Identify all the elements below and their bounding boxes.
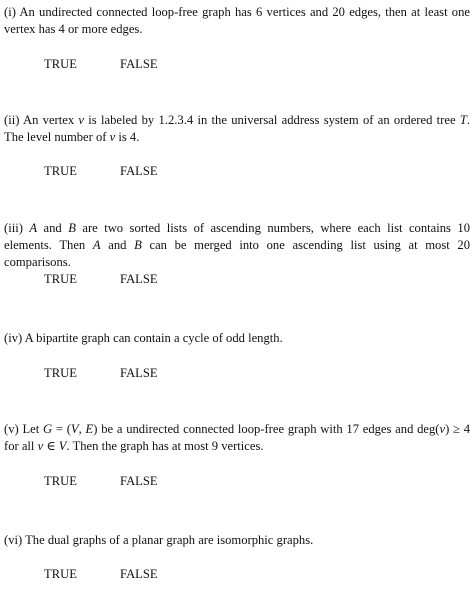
answer-options-v xyxy=(44,473,158,490)
answer-options-vi xyxy=(44,566,158,583)
answer-options-ii xyxy=(44,163,158,180)
question-text: (vi) The dual graphs of a planar graph are isomorphic graphs. xyxy=(4,533,314,547)
question-text: (iv) A bipartite graph can contain a cycle of odd length. xyxy=(4,331,283,345)
question-text: (ii) An vertex v is labeled by 1.2.3.4 in the universal address system of an ordered tree T. The level number of v is 4. xyxy=(4,113,470,144)
question-text: (v) Let G = (V, E) be a undirected connected loop-free graph with 17 edges and deg(v) ≥ 4 for all v ∈ V. Then the graph has at most 9 vertices. xyxy=(4,422,471,453)
true-option[interactable]: TRUE xyxy=(44,567,77,581)
true-option[interactable]: TRUE xyxy=(44,164,77,178)
question-v xyxy=(4,421,470,455)
answer-options-i xyxy=(44,56,158,73)
answer-options-iii xyxy=(44,271,158,288)
question-i xyxy=(4,4,470,38)
question-text: (i) An undirected connected loop-free graph has 6 vertices and 20 edges, then at least one vertex has 4 or more edges. xyxy=(4,5,470,36)
false-option[interactable]: FALSE xyxy=(120,272,158,286)
question-ii xyxy=(4,112,470,146)
false-option[interactable]: FALSE xyxy=(120,474,158,488)
question-vi xyxy=(4,532,470,549)
true-option[interactable]: TRUE xyxy=(44,474,77,488)
question-text: (iii) A and B are two sorted lists of ascending numbers, where each list contains 10 elements. Then A and B can be merged into one ascending list using at most 20 comparisons. xyxy=(4,221,470,269)
answer-options-iv xyxy=(44,365,158,382)
true-option[interactable]: TRUE xyxy=(44,57,77,71)
false-option[interactable]: FALSE xyxy=(120,567,158,581)
false-option[interactable]: FALSE xyxy=(120,164,158,178)
true-option[interactable]: TRUE xyxy=(44,366,77,380)
question-iv xyxy=(4,330,470,347)
question-iii xyxy=(4,220,470,271)
false-option[interactable]: FALSE xyxy=(120,366,158,380)
false-option[interactable]: FALSE xyxy=(120,57,158,71)
true-option[interactable]: TRUE xyxy=(44,272,77,286)
